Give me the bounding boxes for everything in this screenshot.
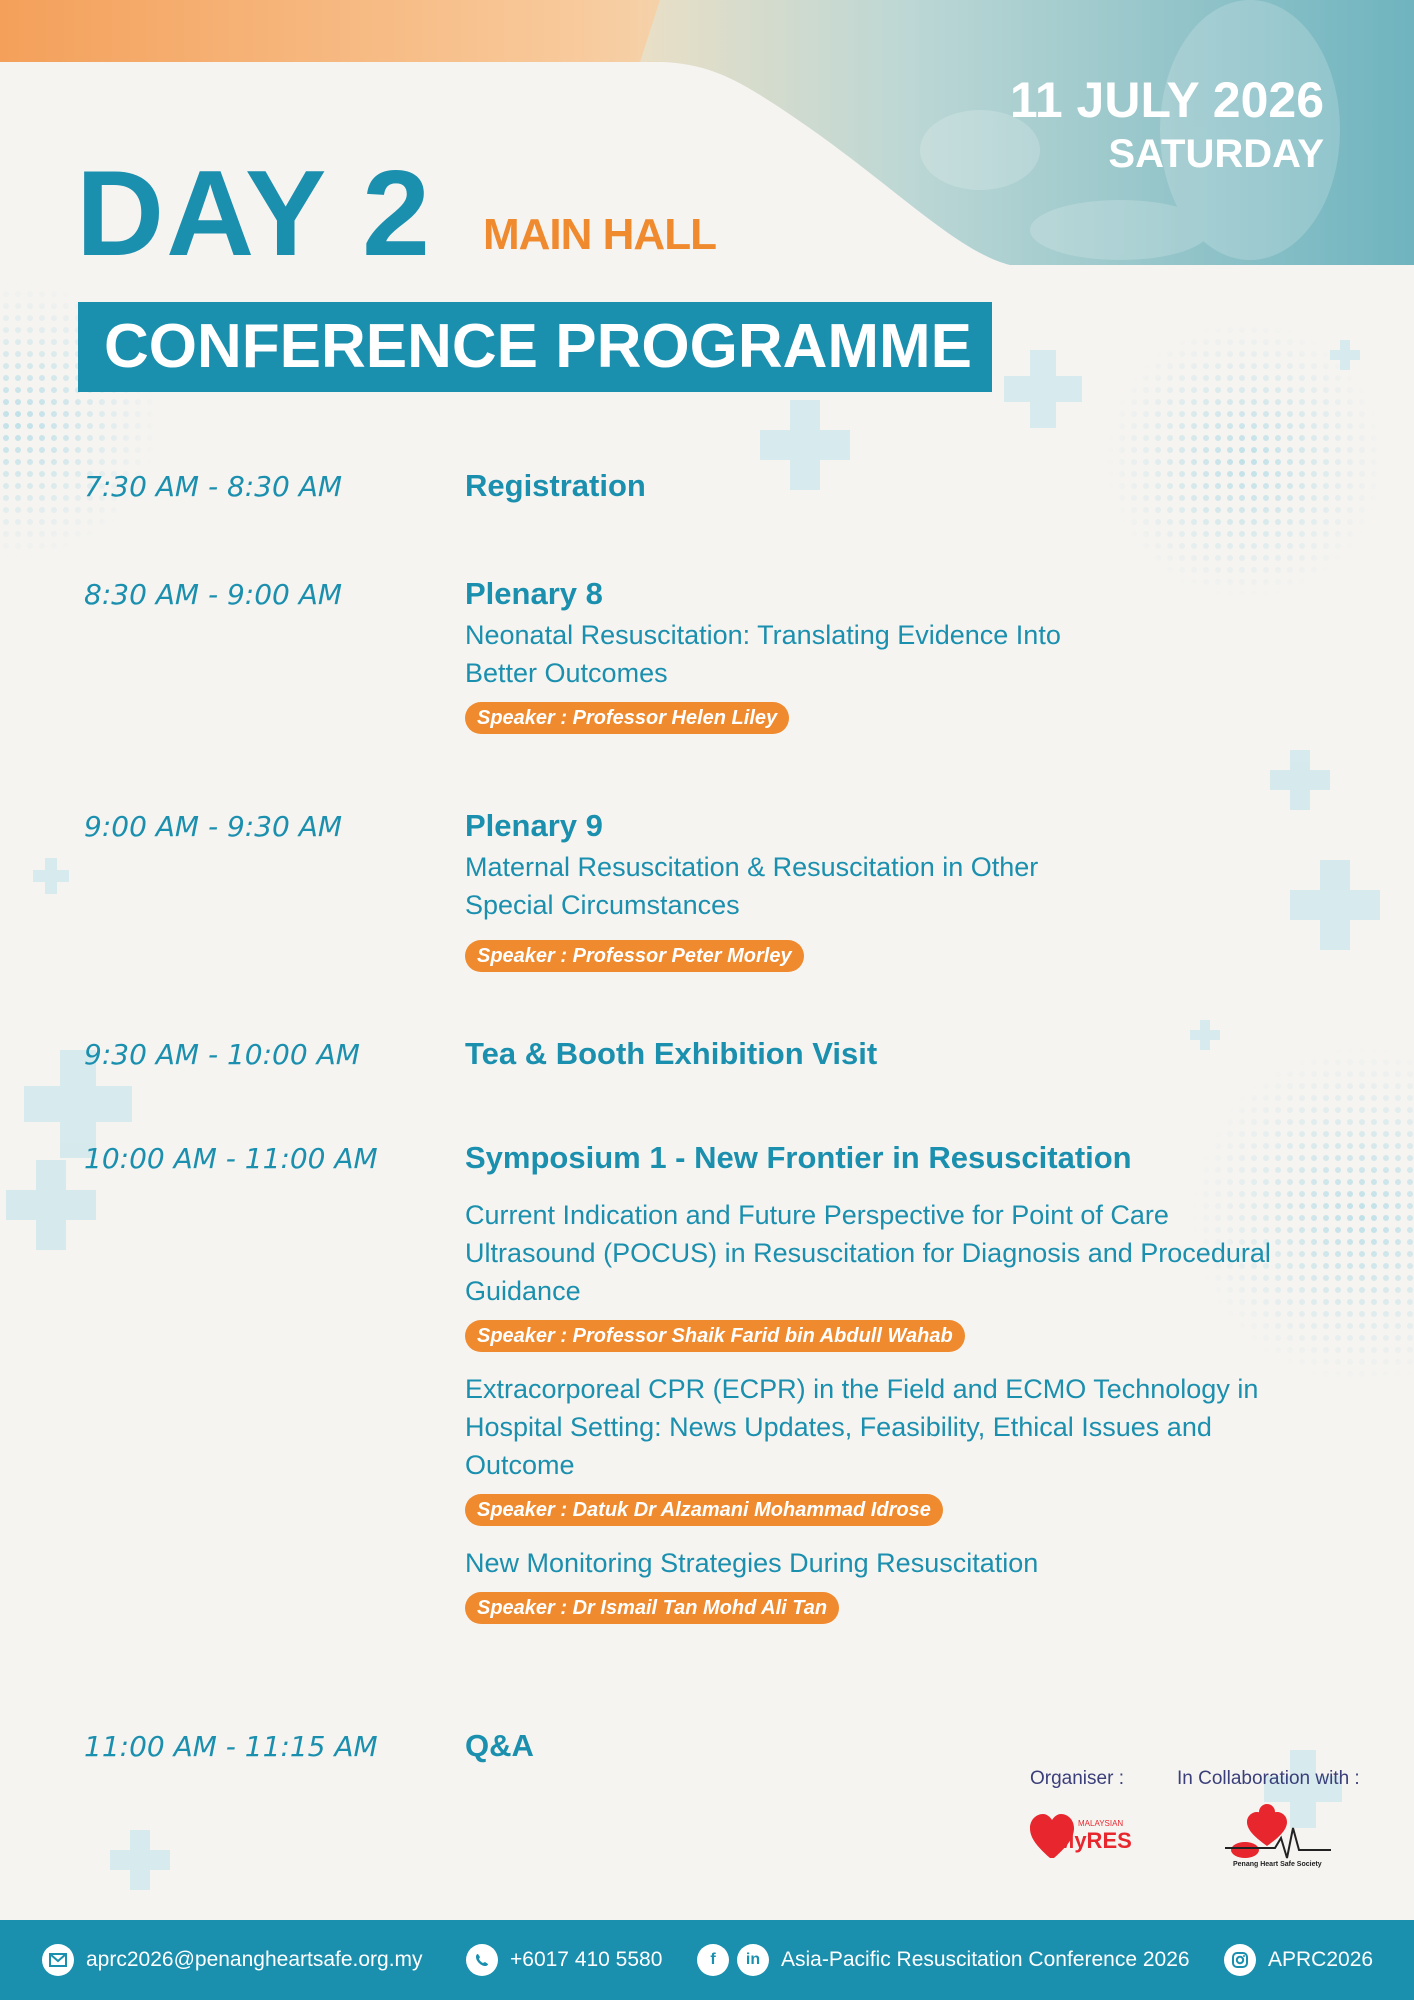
instagram-handle-text[interactable]: APRC2026 [1268,1948,1374,1971]
whatsapp-icon [466,1944,498,1976]
talk-description: Extracorporeal CPR (ECPR) in the Field and ECMO Technology in Hospital Setting: News Updates, Feasibility, Ethical Issues and Outcome [465,1374,1259,1480]
partner-logos [1000,1760,1414,1900]
session-title: Symposium 1 - New Frontier in Resuscitation [465,1140,1132,1175]
myres-small-text: MALAYSIAN [1078,1819,1124,1828]
session-content [465,1138,1295,1624]
session-description: Maternal Resuscitation & Resuscitation in Other Special Circumstances [465,852,1039,920]
symposium-talk [465,1370,1295,1526]
session-title: Plenary 8 [465,576,603,611]
myres-logo [1030,1814,1140,1864]
myres-text: MyRES [1056,1828,1132,1853]
organiser-label: Organiser : [1030,1768,1124,1789]
speaker-badge: Speaker : Professor Shaik Farid bin Abdull Wahab [465,1320,965,1352]
talk-description: New Monitoring Strategies During Resuscitation [465,1548,1039,1578]
time-slot: 11:00 AM - 11:15 AM [84,1730,378,1763]
footer-social[interactable] [697,1920,1190,2000]
time-slot: 10:00 AM - 11:00 AM [84,1142,378,1175]
programme-title: CONFERENCE PROGRAMME [78,302,992,392]
session-title: Tea & Booth Exhibition Visit [465,1036,878,1071]
footer-bar [0,1920,1414,2000]
session-content [465,574,1065,734]
event-date [1010,70,1324,178]
day-label: DAY 2 [76,145,432,281]
footer-phone[interactable] [466,1920,662,2000]
symposium-talk [465,1196,1295,1352]
time-slot: 7:30 AM - 8:30 AM [84,470,343,503]
talk-description: Current Indication and Future Perspective for Point of Care Ultrasound (POCUS) in Resuscitation for Diagnosis and Procedural Guidance [465,1200,1271,1306]
speaker-badge: Speaker : Datuk Dr Alzamani Mohammad Idrose [465,1494,943,1526]
collab-label: In Collaboration with : [1177,1768,1360,1789]
time-slot: 8:30 AM - 9:00 AM [84,578,343,611]
penang-text: Penang Heart Safe Society [1233,1861,1322,1868]
weekday-text: SATURDAY [1108,132,1324,176]
time-slot: 9:30 AM - 10:00 AM [84,1038,360,1071]
symposium-talk [465,1544,1295,1624]
hall-label: MAIN HALL [483,210,716,259]
speaker-badge: Speaker : Professor Helen Liley [465,702,789,734]
facebook-icon[interactable]: f [697,1944,729,1976]
phone-text[interactable]: +6017 410 5580 [510,1948,663,1971]
speaker-badge: Speaker : Dr Ismail Tan Mohd Ali Tan [465,1592,839,1624]
email-icon [42,1944,74,1976]
linkedin-icon[interactable]: in [737,1944,769,1976]
session-content [465,806,1105,972]
speaker-badge: Speaker : Professor Peter Morley [465,940,804,972]
penang-heart-safe-logo [1225,1804,1335,1870]
session-title: Q&A [465,1728,534,1763]
session-content [465,466,1285,506]
footer-instagram[interactable] [1224,1920,1373,2000]
footer-email[interactable] [42,1920,423,2000]
session-description: Neonatal Resuscitation: Translating Evidence Into Better Outcomes [465,620,1061,688]
time-slot: 9:00 AM - 9:30 AM [84,810,343,843]
session-title: Plenary 9 [465,808,603,843]
date-text: 11 JULY 2026 [1009,72,1324,128]
instagram-icon [1224,1944,1256,1976]
conference-name-text[interactable]: Asia-Pacific Resuscitation Conference 2026 [781,1948,1190,1971]
email-text[interactable]: aprc2026@penangheartsafe.org.my [86,1948,423,1971]
session-title: Registration [465,468,646,503]
session-content [465,1034,1285,1074]
